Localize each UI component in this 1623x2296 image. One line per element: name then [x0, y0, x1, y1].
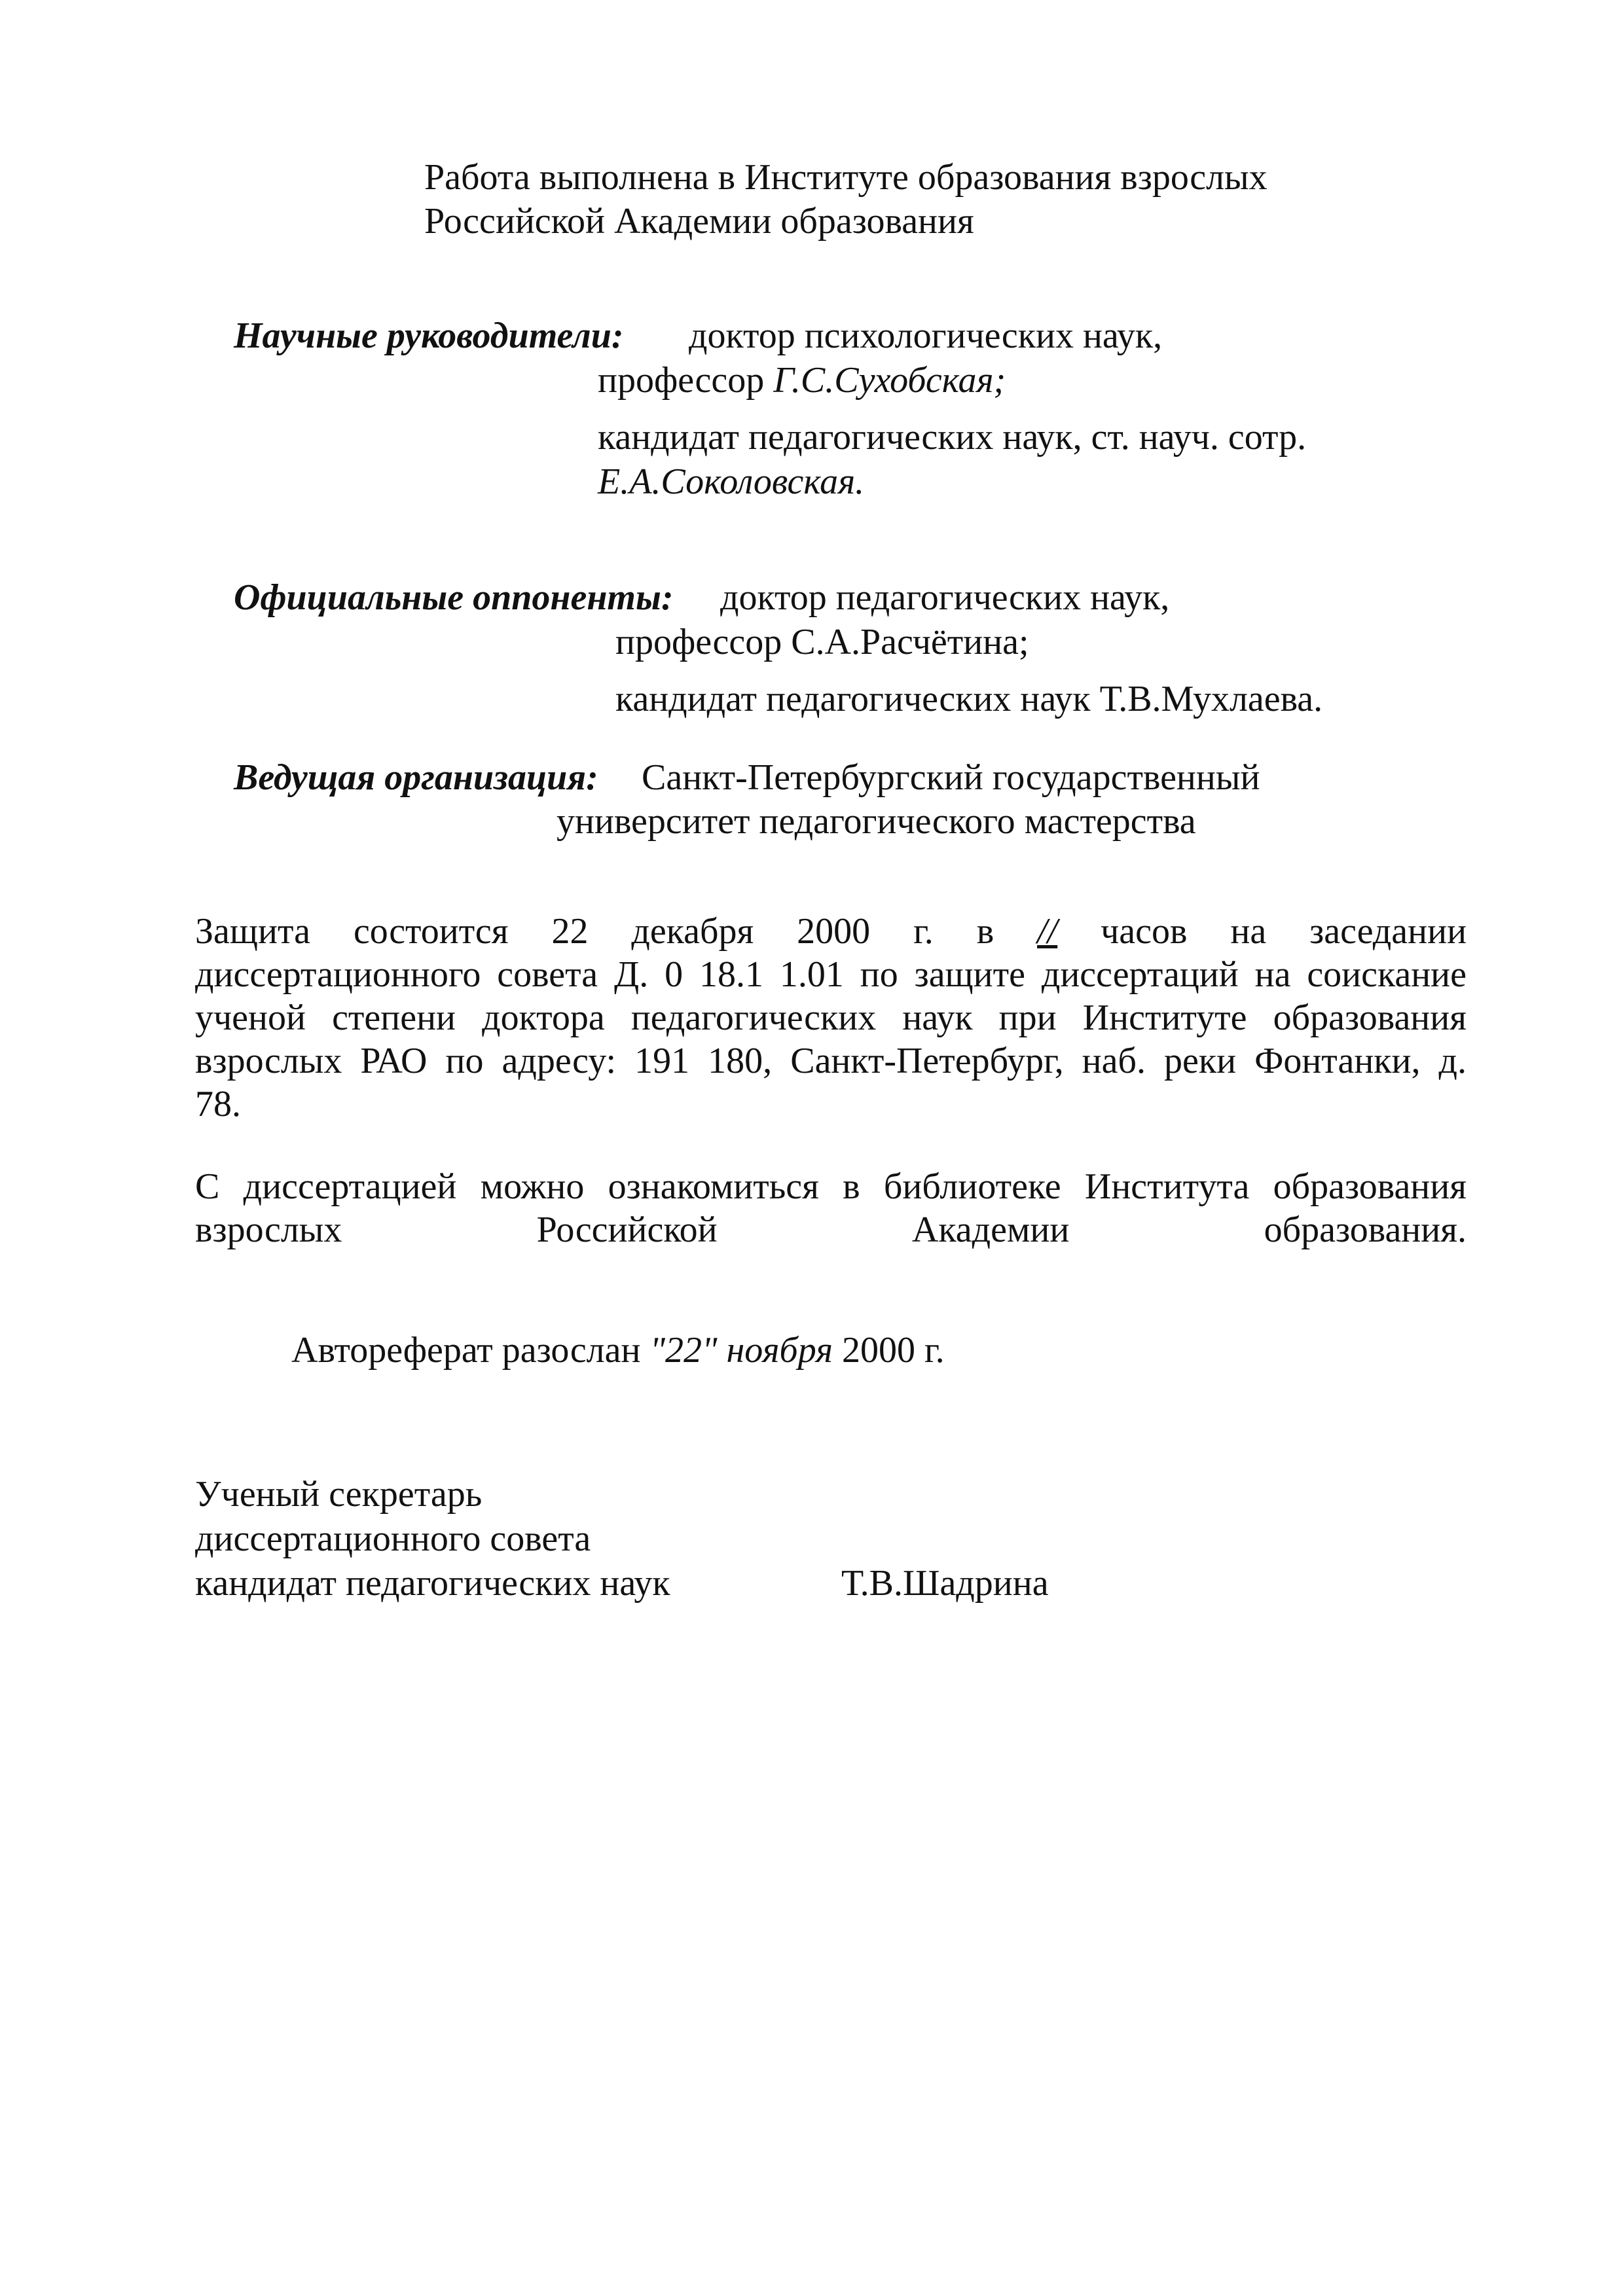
hour-placeholder: //: [1037, 911, 1058, 952]
abstract-sent-line: [291, 1329, 945, 1372]
abstract-suffix: 2000 г.: [842, 1330, 945, 1371]
lead-org-line-1: Санкт-Петербургский государственный: [642, 757, 1260, 798]
defense-paragraph: [195, 910, 1467, 1126]
secretary-line-3: кандидат педагогических наук: [195, 1563, 670, 1604]
supervisor-1-name: Г.С.Сухобская;: [773, 360, 1006, 401]
library-paragraph: [195, 1165, 1467, 1251]
supervisor-1-line: [598, 359, 1006, 402]
library-row-1: С диссертацией можно ознакомиться в библиотеке Института образования: [195, 1166, 1467, 1207]
secretary-line-1: Ученый секретарь: [195, 1474, 483, 1515]
header-line-2: Российской Академии образования: [424, 201, 974, 242]
secretary-line-2: диссертационного совета: [195, 1518, 591, 1559]
opponent-1-degree: доктор педагогических наук,: [720, 577, 1170, 618]
header-line-1: Работа выполнена в Институте образования взрослых: [424, 157, 1267, 198]
secretary-name: Т.В.Шадрина: [841, 1563, 1049, 1604]
supervisor-1-title: профессор: [598, 360, 765, 401]
supervisors-label: Научные руководители:: [234, 315, 624, 356]
lead-org-line-2: университет педагогического мастерства: [556, 801, 1196, 842]
defense-row-5: 78.: [195, 1084, 241, 1124]
supervisor-2-name: Е.А.Соколовская.: [598, 461, 865, 502]
opponent-2-line: кандидат педагогических наук Т.В.Мухлаева.: [615, 679, 1323, 719]
library-row-2: взрослых Российской Академии образования.: [195, 1210, 1467, 1250]
lead-org-label: Ведущая организация:: [234, 757, 598, 798]
opponent-1-line: профессор С.А.Расчётина;: [615, 622, 1029, 662]
defense-row-3: ученой степени доктора педагогических наук при Институте образования: [195, 997, 1467, 1038]
defense-row-1: Защита состоится 22 декабря 2000 г. в // часов на заседании: [195, 911, 1467, 952]
abstract-prefix: Автореферат разослан: [291, 1330, 641, 1371]
supervisor-1-degree: доктор психологических наук,: [689, 315, 1163, 356]
defense-row-2: диссертационного совета Д. 0 18.1 1.01 по защите диссертаций на соискание: [195, 954, 1467, 995]
opponents-label: Официальные оппоненты:: [234, 577, 674, 618]
supervisor-2-degree: кандидат педагогических наук, ст. науч. сотр.: [598, 417, 1307, 457]
abstract-date: "22" ноября: [649, 1330, 833, 1371]
defense-row-4: взрослых РАО по адресу: 191 180, Санкт-Петербург, наб. реки Фонтанки, д.: [195, 1041, 1467, 1081]
